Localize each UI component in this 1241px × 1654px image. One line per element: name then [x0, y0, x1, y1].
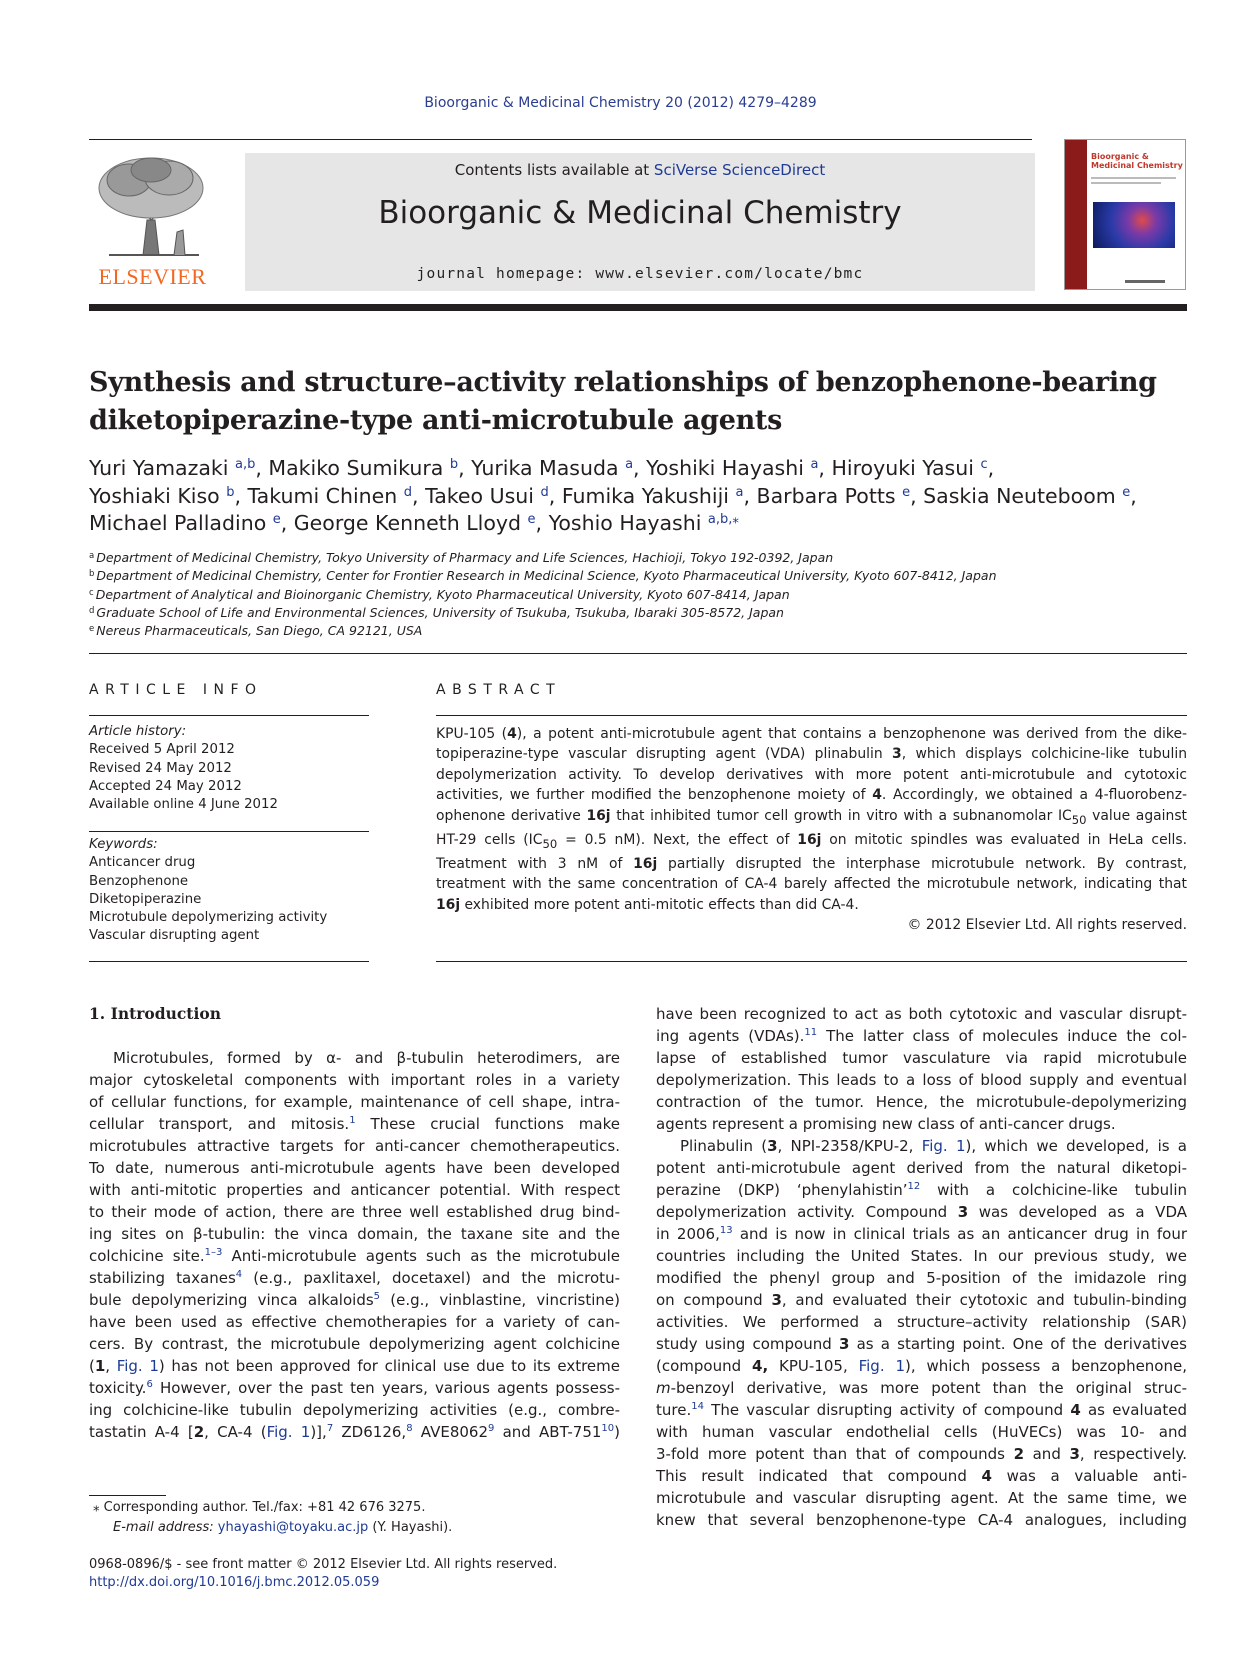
header-top-rule	[89, 139, 1032, 140]
text-line: countries including the United States. In our previous study, we	[656, 1247, 1187, 1265]
contents-availability	[245, 161, 1035, 179]
history-revised: Revised 24 May 2012	[89, 760, 232, 776]
text-line: cers. By contrast, the microtubule depolymerizing agent colchicine	[89, 1335, 620, 1353]
text-line: 3-fold more potent than that of compounds 2 and 3, respectively.	[656, 1445, 1187, 1463]
text-line: KPU-105 (4), a potent anti-microtubule agent that contains a benzophenone was derived from the dike-	[436, 726, 1187, 742]
text-line: knew that several benzophenone-type CA-4 analogues, including	[656, 1511, 1187, 1529]
elsevier-wordmark: ELSEVIER	[98, 264, 207, 289]
body-column-left	[89, 1003, 620, 1443]
text-line: study using compound 3 as a starting point. One of the derivatives	[656, 1335, 1187, 1353]
author-separator: ,	[548, 483, 562, 508]
text-line: Microtubules, formed by α- and β-tubulin heterodimers, are	[113, 1049, 620, 1067]
affiliation-d: $^d$ Graduate School of Life and Environmental Sciences, University of Tsukuba, Tsukuba, Ibaraki 305-8572, Japan	[89, 604, 784, 620]
journal-cover-thumbnail	[1064, 139, 1186, 290]
author-line-1	[89, 455, 1199, 483]
text-line: have been used as effective chemotherapies for a variety of can-	[89, 1313, 620, 1331]
author-separator: ,	[818, 456, 832, 480]
text-line: topiperazine-type vascular disrupting agent (VDA) plinabulin 3, which displays colchicine-like tubulin	[436, 746, 1187, 763]
author-name: Fumika Yakushiji	[561, 483, 736, 508]
author-separator: ,	[743, 483, 757, 508]
cover-footer-mark	[1125, 280, 1165, 283]
keyword-item: Diketopiperazine	[89, 891, 202, 907]
text-line: microtubule and vascular disrupting agent. At the same time, we	[656, 1489, 1187, 1507]
affiliation-marker[interactable]: a	[735, 484, 744, 500]
text-line: cellular transport, and mitosis.$^1$ These crucial functions make	[89, 1115, 620, 1133]
text-line: Plinabulin (3, NPI-2358/KPU-2, Fig. 1), which we developed, is a	[680, 1137, 1187, 1155]
article-title-line-1: Synthesis and structure–activity relationships of benzophenone-bearing	[89, 367, 1157, 398]
text-line: contraction of the tumor. Hence, the microtubule-depolymerizing	[656, 1093, 1187, 1111]
author-name: Takeo Usui	[425, 483, 541, 508]
text-line: ophenone derivative 16j that inhibited tumor cell growth in vitro with a subnanomolar $IC_{50}$ value against	[436, 807, 1187, 827]
abstract-bottom-rule	[436, 961, 1187, 962]
affiliation-marker[interactable]: e	[1122, 484, 1131, 500]
affiliation-marker[interactable]: d	[540, 484, 549, 500]
intro-paragraph-2	[656, 1135, 1187, 1531]
elsevier-tree-icon	[89, 150, 216, 260]
text-line: (1, Fig. 1) has not been approved for clinical use due to its extreme	[89, 1357, 620, 1375]
author-name: Yuri Yamazaki	[89, 456, 236, 480]
history-accepted: Accepted 24 May 2012	[89, 778, 242, 794]
history-rule	[89, 831, 369, 832]
author-list	[89, 455, 1199, 538]
author-name: Yurika Masuda	[471, 456, 626, 480]
author-name: Michael Palladino	[89, 511, 273, 535]
affiliation-marker[interactable]: a,b	[235, 457, 256, 472]
affiliation-marker[interactable]: a	[625, 457, 634, 472]
text-line: with anti-mitotic properties and anticancer potential. With respect	[89, 1181, 620, 1199]
text-line: (compound 4, KPU-105, Fig. 1), which possess a benzophenone,	[656, 1357, 1187, 1375]
abstract-rule	[436, 715, 1187, 716]
affiliation-marker[interactable]: e	[902, 484, 911, 500]
affiliation-marker[interactable]: a	[810, 457, 819, 472]
section-heading: 1. Introduction	[89, 1004, 221, 1023]
cover-title: Bioorganic & Medicinal Chemistry	[1091, 152, 1183, 170]
author-name: Yoshio Hayashi	[548, 511, 708, 535]
corresponding-author: ⁎ Corresponding author. Tel./fax: +81 42 676 3275.	[93, 1500, 426, 1515]
footnote-rule	[89, 1495, 166, 1496]
text-line: treatment with the same concentration of CA-4 barely affected the microtubule network, indicating that	[436, 876, 1187, 893]
author-name: Takumi Chinen	[247, 483, 404, 508]
article-info-heading: ARTICLE INFO	[89, 682, 263, 698]
text-line: ing colchicine-like tubulin depolymerizing activities (e.g., combre-	[89, 1401, 620, 1419]
affiliation-marker[interactable]: d	[403, 484, 413, 500]
keyword-item: Microtubule depolymerizing activity	[89, 910, 328, 926]
author-separator: ,	[280, 511, 294, 535]
article-title-line-2: diketopiperazine-type anti-microtubule agents	[89, 405, 782, 436]
cover-spine	[1065, 140, 1087, 290]
author-separator: ,	[535, 511, 549, 535]
text-line: have been recognized to act as both cytotoxic and vascular disrupt-	[656, 1005, 1187, 1023]
author-separator: ,	[458, 456, 472, 480]
affiliation-c: $^c$ Department of Analytical and Bioinorganic Chemistry, Kyoto Pharmaceutical University, Kyoto 607-8414, Japan	[89, 586, 790, 602]
text-line: Treatment with 3 nM of 16j partially disrupted the interphase microtubule network. By contrast,	[436, 856, 1187, 872]
author-line-2	[89, 483, 1199, 511]
author-line-3	[89, 510, 1199, 538]
affiliation-a: $^a$ Department of Medicinal Chemistry, Tokyo University of Pharmacy and Life Sciences, Hachioji, Tokyo 192-0392, Japan	[89, 550, 834, 565]
text-line: to their mode of action, there are three well established drug bind-	[89, 1203, 620, 1221]
text-line: bule depolymerizing vinca alkaloids$^5$ (e.g., vinblastine, vincristine)	[89, 1291, 621, 1309]
body-column-right	[656, 1003, 1187, 1531]
author-separator: ,	[255, 456, 269, 480]
article-history	[89, 723, 369, 814]
corresponding-footnote	[89, 1498, 620, 1537]
header-thick-rule	[89, 304, 1187, 311]
text-line: perazine (DKP) ‘phenylahistin’$^{12}$ with a colchicine-like tubulin	[656, 1181, 1187, 1199]
affiliation-rule	[89, 653, 1187, 654]
author-name: Hiroyuki Yasui	[831, 456, 981, 480]
copyright-notice: © 2012 Elsevier Ltd. All rights reserved.	[907, 917, 1187, 934]
text-line: activities. We performed a structure–activity relationship (SAR)	[656, 1313, 1187, 1331]
intro-paragraph-1-last: agents represent a promising new class of anti-cancer drugs.	[656, 1115, 1116, 1133]
keyword-item: Vascular disrupting agent	[89, 928, 260, 944]
text-line: depolymerization activity. Compound 3 was developed as a VDA	[656, 1203, 1187, 1221]
intro-paragraph-1-cont	[656, 1003, 1187, 1113]
article-title	[89, 364, 1187, 440]
cover-text-lines	[1091, 176, 1181, 188]
text-line: tastatin A-4 [2, CA-4 (Fig. 1)],$^7$ ZD6126,$^8$ AVE8062$^9$ and ABT-$751^{10}$)	[89, 1423, 621, 1441]
author-separator: ,	[1130, 483, 1137, 508]
email-link[interactable]: yhayashi@toyaku.ac.jp	[217, 1519, 369, 1535]
text-line: ture.$^{14}$ The vascular disrupting activity of compound 4 as evaluated	[656, 1401, 1187, 1419]
bottom-matter	[89, 1556, 620, 1592]
text-line: colchicine site.$^{1-3}$ Anti-microtubule agents such as the microtubule	[89, 1247, 621, 1265]
author-name: Yoshiki Hayashi	[646, 456, 811, 480]
text-line: stabilizing taxanes$^4$ (e.g., paxlitaxel, docetaxel) and the microtu-	[89, 1269, 620, 1287]
email-label: E-mail address:	[113, 1519, 218, 1535]
author-name: Barbara Potts	[756, 483, 903, 508]
affiliation-marker[interactable]: e	[272, 512, 281, 527]
issn-line: 0968-0896/$ - see front matter © 2012 Elsevier Ltd. All rights reserved.	[89, 1557, 558, 1572]
contents-prefix: Contents lists available at	[454, 161, 654, 179]
article-info-rule	[89, 715, 369, 716]
affiliation-e: $^e$ Nereus Pharmaceuticals, San Diego, CA 92121, USA	[89, 623, 423, 639]
text-line: potent anti-microtubule agent derived from the natural diketopi-	[656, 1159, 1187, 1177]
text-line: modified the phenyl group and 5-position of the imidazole ring	[656, 1269, 1187, 1287]
affiliation-marker[interactable]: e	[527, 512, 536, 527]
keywords-label: Keywords:	[89, 837, 158, 852]
text-line: major cytoskeletal components with important roles in a variety	[89, 1071, 620, 1089]
email-line	[89, 1518, 620, 1538]
text-line: ing sites on β-tubulin: the vinca domain, the taxane site and the	[89, 1225, 620, 1243]
history-received: Received 5 April 2012	[89, 742, 235, 758]
history-online: Available online 4 June 2012	[89, 797, 278, 813]
journal-banner	[245, 153, 1035, 291]
history-label: Article history:	[89, 724, 187, 739]
text-line: depolymerization activity. To develop derivatives with more potent anti-microtubule and cytotoxic	[436, 766, 1187, 783]
affiliation-list	[89, 549, 1189, 640]
text-line: with human vascular endothelial cells (HuVECs) was 10- and	[656, 1423, 1187, 1441]
text-line: microtubules attractive targets for anti-cancer chemotherapeutics.	[89, 1137, 620, 1155]
affiliation-marker[interactable]: c	[980, 457, 988, 472]
abstract-last-line: 16j exhibited more potent anti-mitotic effects than did CA-4.	[436, 896, 859, 913]
text-line: lapse of established tumor vasculature via rapid microtubule	[656, 1049, 1187, 1067]
author-name: Yoshiaki Kiso	[89, 483, 227, 508]
email-suffix: (Y. Hayashi).	[368, 1519, 453, 1535]
text-line: toxicity.$^6$ However, over the past ten years, various agents possess-	[89, 1379, 620, 1397]
text-line: This result indicated that compound 4 was a valuable anti-	[656, 1467, 1188, 1485]
author-separator: ,	[234, 483, 248, 508]
keyword-item: Benzophenone	[89, 873, 189, 889]
abstract-lines	[436, 724, 1187, 895]
text-line: HT-29 cells ($IC_{50} = 0.5$ nM). Next, the effect of 16j on mitotic spindles was evaluated in HeLa cells.	[436, 831, 1187, 851]
text-line: in 2006,13 and is now in clinical trials as an anticancer drug in four	[656, 1225, 1187, 1243]
cover-image	[1093, 202, 1175, 248]
author-name: George Kenneth Lloyd	[293, 511, 528, 535]
journal-reference-link[interactable]: Bioorganic & Medicinal Chemistry 20 (2012) 4279–4289	[424, 95, 817, 111]
affiliation-b: $^b$ Department of Medicinal Chemistry, Center for Frontier Research in Medicinal Science, Kyoto Pharmaceutical University, Kyoto 607-8412, Japan	[89, 568, 997, 584]
keywords-rule	[89, 961, 369, 962]
text-line: To date, numerous anti-microtubule agents have been developed	[89, 1159, 620, 1177]
author-separator: ,	[412, 483, 426, 508]
keyword-item: Anticancer drug	[89, 855, 196, 871]
text-line: on compound 3, and evaluated their cytotoxic and tubulin-binding	[656, 1291, 1187, 1309]
doi-link[interactable]: http://dx.doi.org/10.1016/j.bmc.2012.05.059	[89, 1575, 380, 1590]
text-line: activities, we further modified the benzophenone moiety of 4. Accordingly, we obtained a 4-fluorobenz-	[436, 787, 1188, 804]
affiliation-marker[interactable]: b	[226, 484, 235, 500]
abstract-heading: ABSTRACT	[436, 682, 562, 698]
author-separator: ,	[987, 456, 995, 480]
intro-paragraph-1	[89, 1047, 620, 1443]
affiliation-marker[interactable]: b	[449, 457, 459, 472]
text-line: depolymerization. This leads to a loss of blood supply and eventual	[656, 1071, 1187, 1089]
keywords-block	[89, 836, 369, 946]
author-separator: ,	[633, 456, 647, 480]
author-separator: ,	[910, 483, 924, 508]
journal-homepage-link[interactable]: journal homepage: www.elsevier.com/locate/bmc	[416, 266, 864, 282]
journal-title: Bioorganic & Medicinal Chemistry	[378, 195, 902, 231]
text-line: of cellular functions, for example, maintenance of cell shape, intra-	[89, 1093, 620, 1111]
affiliation-marker[interactable]: a,b,⁎	[707, 512, 739, 527]
elsevier-logo	[89, 150, 216, 290]
text-line: ing agents (VDAs).$^{11}$ The latter class of molecules induce the col-	[656, 1027, 1187, 1045]
text-line: m-benzoyl derivative, was more potent than the original struc-	[656, 1379, 1187, 1397]
author-name: Saskia Neuteboom	[923, 483, 1123, 508]
abstract-text	[436, 724, 1187, 936]
sciencedirect-link[interactable]: SciVerse ScienceDirect	[653, 161, 826, 179]
author-name: Makiko Sumikura	[268, 456, 450, 480]
